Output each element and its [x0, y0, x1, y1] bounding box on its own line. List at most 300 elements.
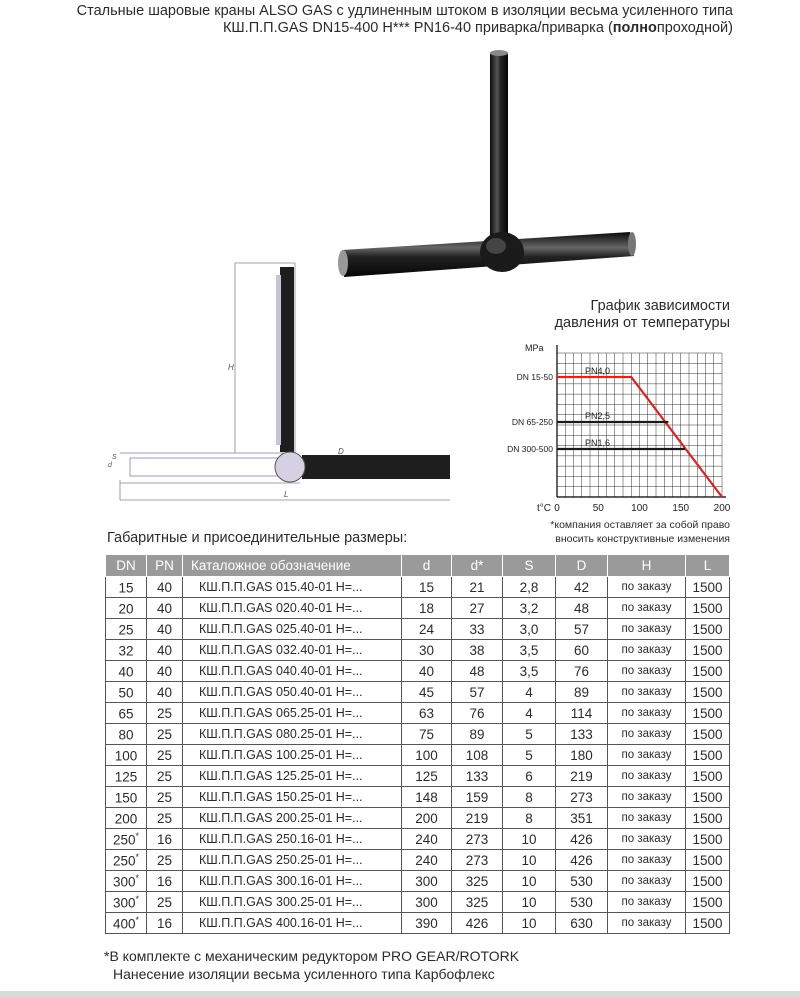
cell-pn-text: 40 [156, 642, 173, 658]
cell-outer-d-text: 180 [570, 747, 593, 763]
cell-s [503, 703, 556, 724]
cell-outer-d-text: 48 [573, 600, 590, 616]
x-tick-label: 150 [672, 503, 690, 514]
cell-dn-text: 250 [112, 853, 136, 869]
cell-d-star [452, 829, 503, 850]
cell-d [402, 682, 452, 703]
cell-h-text: по заказу [621, 728, 672, 740]
cell-l-text: 1500 [692, 642, 723, 658]
cell-outer-d [556, 682, 608, 703]
cell-d [402, 766, 452, 787]
cell-h [608, 745, 686, 766]
table-row [106, 577, 730, 598]
cell-d-text: 300 [415, 894, 438, 910]
table-row [106, 808, 730, 829]
cell-pn [147, 598, 183, 619]
cell-catalog-text: КШ.П.П.GAS 300.25-01 H=... [199, 895, 363, 909]
cell-d-star-text: 89 [469, 726, 485, 742]
cell-dn-text: 50 [118, 685, 134, 701]
cell-dn [106, 913, 147, 934]
cell-h [608, 577, 686, 598]
x-unit-label: t°C [537, 503, 551, 514]
cell-d-text: 240 [415, 831, 438, 847]
cell-catalog-text: КШ.П.П.GAS 040.40-01 H=... [199, 664, 363, 678]
cell-l-text: 1500 [692, 621, 723, 637]
title-line-2 [0, 20, 733, 36]
cell-d-star-text: 108 [465, 747, 489, 763]
cell-pn-text: 16 [156, 831, 173, 847]
cell-dn [106, 682, 147, 703]
cell-s-text: 3,5 [519, 642, 539, 658]
cell-s-text: 6 [525, 768, 533, 784]
cell-l [686, 682, 730, 703]
technical-drawing [100, 255, 470, 515]
pipe-end-right [628, 232, 636, 256]
cell-catalog [183, 850, 402, 871]
cell-d-star-text: 273 [465, 831, 489, 847]
cell-outer-d-text: 219 [570, 768, 593, 784]
cell-d-star-text: 48 [469, 663, 485, 679]
cell-h [608, 913, 686, 934]
cell-pn [147, 892, 183, 913]
cell-l [686, 598, 730, 619]
cell-catalog [183, 892, 402, 913]
cell-catalog [183, 577, 402, 598]
cell-catalog [183, 829, 402, 850]
cell-d-star [452, 682, 503, 703]
cell-d-text: 240 [415, 852, 438, 868]
cell-h-text: по заказу [621, 644, 672, 656]
cell-d [402, 598, 452, 619]
cell-pn-text: 40 [156, 621, 173, 637]
cell-outer-d-text: 426 [570, 852, 593, 868]
cell-outer-d [556, 892, 608, 913]
table-row [106, 682, 730, 703]
cell-d-star [452, 808, 503, 829]
cell-d-star [452, 619, 503, 640]
cell-h [608, 766, 686, 787]
disclaimer-line-2: вносить конструктивные изменения [555, 533, 730, 545]
cell-l-text: 1500 [692, 915, 723, 931]
dn-asterisk: * [135, 851, 140, 862]
cell-s [503, 829, 556, 850]
cell-outer-d-text: 426 [570, 831, 593, 847]
cell-catalog [183, 913, 402, 934]
cell-d-star-text: 57 [469, 684, 485, 700]
cell-dn [106, 577, 147, 598]
cell-d-star-text: 325 [465, 873, 489, 889]
cell-outer-d [556, 808, 608, 829]
cell-s-text: 3,2 [519, 600, 539, 616]
cell-d-text: 40 [418, 663, 435, 679]
cell-d-star [452, 745, 503, 766]
cell-h-text: по заказу [621, 665, 672, 677]
cell-catalog-text: КШ.П.П.GAS 125.25-01 H=... [199, 769, 363, 783]
cell-l-text: 1500 [692, 789, 723, 805]
cell-catalog [183, 724, 402, 745]
cell-dn-text: 15 [118, 580, 134, 596]
cell-d-star-text: 27 [469, 600, 485, 616]
disclaimer-line-1: *компания оставляет за собой право [550, 519, 730, 531]
cell-pn [147, 913, 183, 934]
cell-catalog [183, 619, 402, 640]
table-row [106, 598, 730, 619]
cell-outer-d [556, 724, 608, 745]
cell-d-text: 18 [418, 600, 435, 616]
cell-dn [106, 619, 147, 640]
chart-title-line-2: давления от температуры [554, 315, 730, 331]
cell-h [608, 871, 686, 892]
cell-l [686, 703, 730, 724]
table-heading: Габаритные и присоединительные размеры: [107, 530, 408, 546]
cell-s-text: 10 [521, 894, 537, 910]
table-row [106, 913, 730, 934]
cell-s-text: 10 [521, 915, 537, 931]
cell-h [608, 682, 686, 703]
cell-l [686, 808, 730, 829]
footer-line-1: *В комплекте с механическим редуктором PRO GEAR/ROTORK [104, 948, 520, 964]
cell-catalog-text: КШ.П.П.GAS 080.25-01 H=... [199, 727, 363, 741]
cell-d-text: 300 [415, 873, 438, 889]
cell-h-text: по заказу [621, 917, 672, 929]
cell-d [402, 829, 452, 850]
cell-pn [147, 829, 183, 850]
bottom-bar [0, 991, 800, 998]
cell-h [608, 598, 686, 619]
cell-dn-text: 20 [118, 601, 134, 617]
cell-outer-d [556, 913, 608, 934]
cell-s [503, 787, 556, 808]
cell-l [686, 766, 730, 787]
cell-h [608, 850, 686, 871]
cell-catalog-text: КШ.П.П.GAS 400.16-01 H=... [199, 916, 363, 930]
chart-title [480, 298, 730, 332]
cell-dn [106, 661, 147, 682]
cell-dn-text: 65 [118, 706, 134, 722]
cell-d [402, 850, 452, 871]
x-tick-label: 50 [592, 503, 604, 514]
cell-outer-d-text: 133 [570, 726, 593, 742]
cell-d [402, 808, 452, 829]
cell-d-star-text: 426 [465, 915, 489, 931]
cell-h-text: по заказу [621, 812, 672, 824]
cell-l-text: 1500 [692, 852, 723, 868]
title-line-2-bold: полно [612, 20, 657, 36]
cell-d-star [452, 724, 503, 745]
cell-outer-d [556, 577, 608, 598]
cell-dn-text: 150 [114, 790, 138, 806]
cell-pn [147, 577, 183, 598]
cell-d [402, 871, 452, 892]
cell-outer-d [556, 703, 608, 724]
cell-d-star-text: 325 [465, 894, 489, 910]
cell-outer-d [556, 598, 608, 619]
cell-d [402, 661, 452, 682]
valve-stem [490, 53, 508, 253]
series-label: PN4,0 [585, 366, 611, 376]
cell-outer-d [556, 850, 608, 871]
cell-dn [106, 598, 147, 619]
cell-dn-text: 300 [112, 895, 136, 911]
dn-asterisk: * [135, 893, 140, 904]
cell-d-star [452, 640, 503, 661]
cell-outer-d-text: 42 [573, 579, 590, 595]
cell-dn [106, 703, 147, 724]
title-line-2-end: проходной) [656, 20, 733, 36]
cell-pn [147, 787, 183, 808]
cell-dn-text: 40 [118, 664, 134, 680]
cell-dn-text: 32 [118, 643, 134, 659]
cell-outer-d-text: 114 [570, 705, 593, 721]
cell-h [608, 619, 686, 640]
cell-l [686, 661, 730, 682]
cell-outer-d-text: 76 [573, 663, 590, 679]
cell-d-text: 100 [415, 747, 438, 763]
title-line-2-main: КШ.П.П.GAS DN15-400 H*** PN16-40 приварка/приварка ( [222, 20, 613, 36]
cell-d-star [452, 766, 503, 787]
cell-l [686, 850, 730, 871]
cell-dn-text: 80 [118, 727, 134, 743]
cell-pn-text: 25 [156, 705, 173, 721]
dim-label-h: H [228, 363, 234, 372]
cell-d-text: 75 [418, 726, 435, 742]
col-header-dn: DN [106, 555, 147, 577]
cell-d-text: 15 [418, 579, 435, 595]
cell-outer-d-text: 273 [570, 789, 593, 805]
cell-outer-d [556, 661, 608, 682]
cell-catalog-text: КШ.П.П.GAS 065.25-01 H=... [199, 706, 363, 720]
cell-outer-d [556, 871, 608, 892]
table-row [106, 829, 730, 850]
cell-h-text: по заказу [621, 896, 672, 908]
cell-pn [147, 745, 183, 766]
cell-dn [106, 829, 147, 850]
pressure-temperature-chart [490, 335, 750, 515]
drawing-pipe-left [130, 458, 280, 476]
cell-s [503, 640, 556, 661]
series-label: PN2,5 [585, 411, 611, 421]
cell-h-text: по заказу [621, 833, 672, 845]
cell-l-text: 1500 [692, 579, 723, 595]
cell-s [503, 871, 556, 892]
cell-d-star [452, 598, 503, 619]
cell-d [402, 703, 452, 724]
cell-d-star-text: 273 [465, 852, 489, 868]
cell-dn-text: 250 [112, 832, 136, 848]
cell-d-star-text: 219 [465, 810, 489, 826]
cell-pn-text: 25 [156, 726, 173, 742]
cell-l [686, 640, 730, 661]
cell-pn-text: 40 [156, 684, 173, 700]
dn-asterisk: * [135, 914, 140, 925]
cell-s-text: 5 [525, 726, 533, 742]
cell-l-text: 1500 [692, 726, 723, 742]
disclaimer-note [460, 518, 730, 546]
cell-pn [147, 703, 183, 724]
cell-l [686, 577, 730, 598]
cell-s [503, 598, 556, 619]
col-header-catalog: Каталожное обозначение [183, 555, 402, 577]
cell-s [503, 577, 556, 598]
cell-outer-d-text: 630 [570, 915, 593, 931]
cell-s-text: 2,8 [519, 579, 539, 595]
table-row [106, 850, 730, 871]
title-line-1: Стальные шаровые краны ALSO GAS с удлиненным штоком в изоляции весьма усиленного типа [76, 3, 733, 19]
cell-pn [147, 619, 183, 640]
cell-dn-text: 400 [112, 916, 136, 932]
cell-s-text: 4 [525, 684, 533, 700]
cell-d-star [452, 703, 503, 724]
cell-s [503, 682, 556, 703]
drawing-stem-side [276, 275, 281, 445]
cell-catalog-text: КШ.П.П.GAS 250.25-01 H=... [199, 853, 363, 867]
cell-dn [106, 640, 147, 661]
table-row [106, 640, 730, 661]
cell-catalog [183, 745, 402, 766]
cell-catalog-text: КШ.П.П.GAS 032.40-01 H=... [199, 643, 363, 657]
footer-line-2: Нанесение изоляции весьма усиленного типа Карбофлекс [113, 966, 495, 982]
cell-l-text: 1500 [692, 894, 723, 910]
cell-d-star [452, 787, 503, 808]
cell-d [402, 724, 452, 745]
cell-s [503, 850, 556, 871]
cell-dn [106, 745, 147, 766]
cell-l [686, 745, 730, 766]
cell-d-star [452, 850, 503, 871]
cell-d [402, 577, 452, 598]
cell-h [608, 640, 686, 661]
cell-catalog-text: КШ.П.П.GAS 200.25-01 H=... [199, 811, 363, 825]
x-tick-label: 200 [713, 503, 731, 514]
dim-label-l: L [284, 490, 289, 499]
col-header-s: S [503, 555, 556, 577]
cell-d-star-text: 76 [469, 705, 485, 721]
cell-dn-text: 25 [118, 622, 134, 638]
cell-h-text: по заказу [621, 749, 672, 761]
cell-pn-text: 25 [156, 747, 173, 763]
cell-s [503, 766, 556, 787]
cell-h [608, 661, 686, 682]
x-tick-label: 100 [631, 503, 648, 514]
cell-outer-d [556, 787, 608, 808]
cell-d-star [452, 913, 503, 934]
cell-catalog-text: КШ.П.П.GAS 300.16-01 H=... [199, 874, 363, 888]
cell-catalog-text: КШ.П.П.GAS 250.16-01 H=... [199, 832, 363, 846]
stem-cap [490, 50, 508, 56]
cell-h-text: по заказу [621, 623, 672, 635]
cell-s-text: 8 [525, 789, 533, 805]
cell-s [503, 661, 556, 682]
cell-l-text: 1500 [692, 768, 723, 784]
cell-dn [106, 766, 147, 787]
cell-l [686, 913, 730, 934]
cell-dn-text: 200 [114, 811, 138, 827]
cell-catalog [183, 682, 402, 703]
cell-s [503, 745, 556, 766]
cell-l [686, 724, 730, 745]
cell-pn-text: 25 [156, 852, 173, 868]
cell-d [402, 913, 452, 934]
cell-s-text: 3,0 [519, 621, 539, 637]
cell-s-text: 10 [521, 873, 537, 889]
cell-catalog [183, 703, 402, 724]
cell-l-text: 1500 [692, 663, 723, 679]
cell-d-text: 24 [418, 621, 435, 637]
cell-dn [106, 724, 147, 745]
cell-l-text: 1500 [692, 600, 723, 616]
dn-asterisk: * [135, 830, 140, 841]
cell-l-text: 1500 [692, 873, 723, 889]
cell-d-text: 63 [418, 705, 435, 721]
cell-s-text: 3,5 [519, 663, 539, 679]
cell-pn [147, 661, 183, 682]
cell-s [503, 892, 556, 913]
cell-dn [106, 850, 147, 871]
cell-h-text: по заказу [621, 875, 672, 887]
cell-pn [147, 766, 183, 787]
cell-l [686, 787, 730, 808]
cell-d [402, 640, 452, 661]
series-label: PN1,6 [585, 438, 611, 448]
y-level-label: DN 15-50 [516, 372, 553, 382]
cell-pn-text: 25 [156, 894, 173, 910]
cell-catalog [183, 661, 402, 682]
drawing-stem [280, 267, 294, 452]
cell-h-text: по заказу [621, 602, 672, 614]
cell-dn [106, 892, 147, 913]
cell-l-text: 1500 [692, 747, 723, 763]
cell-s-text: 8 [525, 810, 533, 826]
cell-pn-text: 40 [156, 663, 173, 679]
drawing-pipe [302, 455, 450, 479]
col-header-d: d [402, 555, 452, 577]
cell-l [686, 892, 730, 913]
cell-h-text: по заказу [621, 854, 672, 866]
table-row [106, 703, 730, 724]
cell-d-text: 30 [418, 642, 435, 658]
col-header-h: H [608, 555, 686, 577]
cell-dn [106, 871, 147, 892]
cell-h-text: по заказу [621, 686, 672, 698]
cell-h [608, 724, 686, 745]
cell-catalog [183, 640, 402, 661]
cell-l-text: 1500 [692, 705, 723, 721]
cell-catalog [183, 808, 402, 829]
cell-s-text: 10 [521, 831, 537, 847]
cell-d-text: 45 [418, 684, 435, 700]
drawing-ball [275, 452, 305, 482]
col-header-outer-d: D [556, 555, 608, 577]
dim-label-d-small: d [108, 462, 112, 469]
cell-d [402, 619, 452, 640]
cell-d-text: 148 [415, 789, 438, 805]
cell-catalog-text: КШ.П.П.GAS 150.25-01 H=... [199, 790, 363, 804]
cell-outer-d-text: 530 [570, 894, 593, 910]
cell-outer-d [556, 640, 608, 661]
cell-d-star [452, 577, 503, 598]
cell-s-text: 5 [525, 747, 533, 763]
cell-outer-d [556, 766, 608, 787]
cell-l-text: 1500 [692, 684, 723, 700]
cell-outer-d [556, 619, 608, 640]
cell-catalog-text: КШ.П.П.GAS 025.40-01 H=... [199, 622, 363, 636]
cell-l [686, 871, 730, 892]
valve-3d-image [330, 40, 650, 290]
cell-h [608, 703, 686, 724]
cell-pn [147, 640, 183, 661]
cell-pn [147, 808, 183, 829]
cell-d-star [452, 661, 503, 682]
